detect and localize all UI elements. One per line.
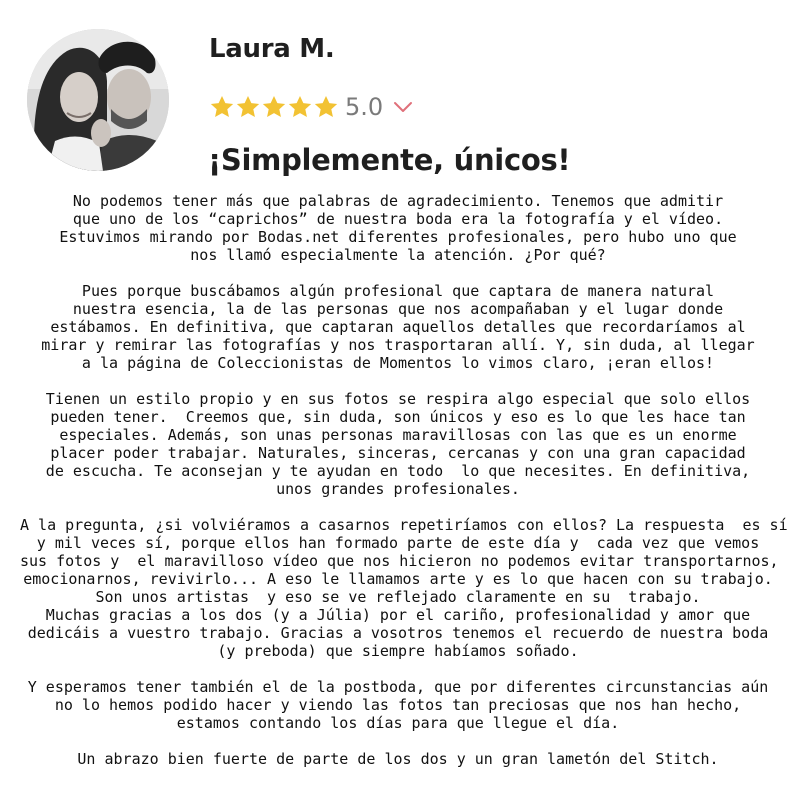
review-line: mirar y remirar las fotografías y nos trasportaran allí. Y, sin duda, al llegar (41, 336, 755, 354)
rating-row (209, 91, 413, 123)
review-paragraph (20, 192, 776, 264)
paragraph-spacer (20, 264, 776, 282)
review-line: estamos contando los días para que llegue el día. (176, 714, 620, 732)
reviewer-name: Laura M. (209, 34, 335, 64)
review-line: de escucha. Te aconsejan y te ayudan en todo lo que necesites. En definitiva, (45, 462, 751, 480)
review-title: ¡Simplemente, únicos! (208, 143, 571, 177)
reviewer-couple-photo (27, 29, 169, 171)
avatar (27, 29, 169, 171)
review-line: a la página de Coleccionistas de Momentos lo vimos claro, ¡eran ellos! (81, 354, 715, 372)
review-paragraph (20, 678, 776, 732)
review-line: nos llamó especialmente la atención. ¿Por qué? (190, 246, 606, 264)
paragraph-spacer (20, 732, 776, 750)
star-icon (313, 94, 339, 120)
rating-value: 5.0 (345, 93, 384, 121)
review-line: no lo hemos podido hacer y viendo las fotos tan preciosas que nos han hecho, (54, 696, 742, 714)
review-paragraph (20, 282, 776, 372)
review-line: unos grandes profesionales. (276, 480, 520, 498)
review-line: y mil veces sí, porque ellos han formado parte de este día y cada vez que vemos (36, 534, 760, 552)
review-line: Y esperamos tener también el de la postboda, que por diferentes circunstancias aún (27, 678, 769, 696)
paragraph-spacer (20, 372, 776, 390)
review-line: A la pregunta, ¿si volviéramos a casarnos repetiríamos con ellos? La respuesta es sí (20, 516, 788, 534)
star-rating (209, 94, 339, 120)
review-line: dedicáis a vuestro trabajo. Gracias a vosotros tenemos el recuerdo de nuestra boda (27, 624, 769, 642)
star-icon (235, 94, 261, 120)
paragraph-spacer (20, 660, 776, 678)
review-line: No podemos tener más que palabras de agradecimiento. Tenemos que admitir (72, 192, 724, 210)
review-line: nuestra esencia, la de las personas que nos acompañaban y el lugar donde (72, 300, 724, 318)
review-line: Un abrazo bien fuerte de parte de los dos y un gran lametón del Stitch. (77, 750, 719, 768)
review-paragraph (20, 516, 788, 660)
review-line: sus fotos y el maravilloso vídeo que nos hicieron no podemos evitar transportarnos, (20, 552, 779, 570)
star-icon (261, 94, 287, 120)
review-paragraph (20, 750, 776, 768)
review-line: que uno de los “caprichos” de nuestra boda era la fotografía y el vídeo. (72, 210, 724, 228)
review-line: especiales. Además, son unas personas maravillosas con las que es un enorme (59, 426, 737, 444)
chevron-down-icon[interactable] (393, 100, 413, 114)
review-line: Muchas gracias a los dos (y a Júlia) por el cariño, profesionalidad y amor que (45, 606, 751, 624)
review-line: Estuvimos mirando por Bodas.net diferentes profesionales, pero hubo uno que (59, 228, 737, 246)
review-line: Son unos artistas y eso se ve reflejado claramente en su trabajo. (95, 588, 701, 606)
review-line: pueden tener. Creemos que, sin duda, son únicos y eso es lo que les hace tan (50, 408, 746, 426)
review-line: placer poder trabajar. Naturales, sinceras, cercanas y con una gran capacidad (50, 444, 746, 462)
review-paragraph (20, 390, 776, 498)
review-body (20, 192, 788, 768)
review-line: Pues porque buscábamos algún profesional que captara de manera natural (81, 282, 715, 300)
review-line: estábamos. En definitiva, que captaran aquellos detalles que recordaríamos al (50, 318, 746, 336)
review-line: Tienen un estilo propio y en sus fotos se respira algo especial que solo ellos (45, 390, 751, 408)
star-icon (287, 94, 313, 120)
review-line: emocionarnos, revivirlo... A eso le llamamos arte y es lo que hacen con su trabajo. (23, 570, 773, 588)
review-line: (y preboda) que siempre habíamos soñado. (217, 642, 579, 660)
star-icon (209, 94, 235, 120)
paragraph-spacer (20, 498, 776, 516)
